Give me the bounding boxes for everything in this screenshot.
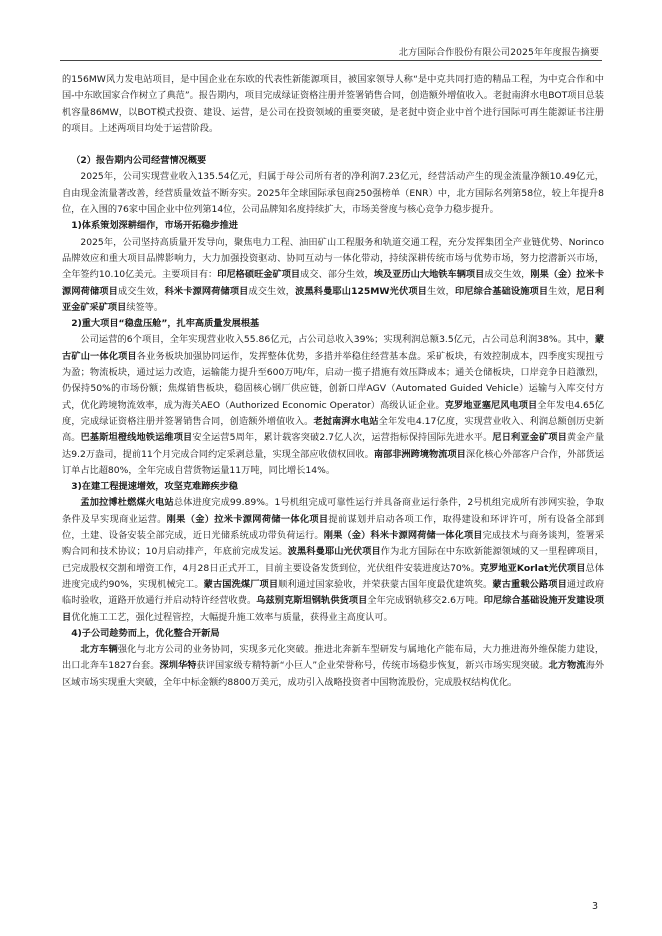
document-body	[62, 72, 604, 691]
subheading-subsidiaries: 4)子公司趁势而上，优化整合开新局	[71, 627, 220, 639]
section-gap	[62, 137, 604, 153]
paragraph-continued: 的156MW风力发电站项目，是中国企业在东欧的代表性新能源项目，被国家领导人称“是中克共同打造的精品工程，为中克合作和中国-中东欧国家合作树立了典范”。报告期内，项目完成绿证资格注册并签署销售合同，创造额外增值收入。老挝南湃水电BOT项目总装机容量86MW，以BOT模式投资、建设、运营，是公司在投资领域的重要突破，是老挝中资企业中首个进行国际可再生能源证书注册的项目。上述两项目均处于运营阶段。	[62, 74, 604, 134]
paragraph-construction: 孟加拉博杜燃煤火电站总体进度完成99.89%。1号机组完成可靠性运行并具备商业运行条件，2号机组完成所有涉网实验，争取条件及早实现商业运营。刚果（金）拉米卡源网荷储一体化项目提前谋划并启动各项工作，取得建设和环评许可，所有设备全部到位，土建、设备安装全部完成，近日光储系统成功带负荷运行。刚果（金）科米卡源网荷储一体化项目完成技术与商务谈判，签署采购合同和技术协议；10月启动排产，年底前完成发运。波黑科曼耶山光伏项目作为北方国际在中东欧新能源领域的又一里程碑项目，已完成股权交割和增资工作，4月28日正式开工，目前主要设备发货到位，光伏组件安装进度达70%。克罗地亚Korlat光伏项目总体进度完成约90%，实现机械完工。蒙古国洗煤厂项目顺利通过国家验收，并荣获蒙古国年度最优建筑奖。蒙古重载公路项目通过政府临时验收，道路开放通行并启动特许经营收费。乌兹别克斯坦钢轨供货项目全年完成钢轨移交2.6万吨。印尼综合基础设施开发建设项目优化施工工艺，强化过程管控，大幅提升施工效率与质量，获得业主高度认可。	[62, 497, 605, 623]
page-number: 3	[591, 901, 598, 912]
subheading-major-projects: 2)重大项目“稳盘压舱”，扎牢高质量发展根基	[71, 318, 260, 330]
paragraph-major-projects: 公司运营的6个项目，全年实现营业收入55.86亿元，占公司总收入39%；实现利润总额3.5亿元，占公司总利润38%。其中，蒙古矿山一体化项目各业务板块加强协同运作，发挥整体优势，多措并举稳住经营基本盘。采矿板块，有效控制成本，四季度实现扭亏为盈；物流板块，通过运力改造，运输能力提升至600万吨/年，启动一揽子措施有效压降成本；通关仓储板块，口岸竞争日趋激烈，仍保持50%的市场份额；焦煤销售板块，稳固核心钢厂供应链，创新口岸AGV（Automated Guided Vehicle）运输与入库交付方式，优化跨境物流效率，成为海关AEO（Authorized Economic Operator）高级认证企业。克罗地亚塞尼风电项目全年发电4.65亿度，完成绿证资格注册并签署销售合同，创造额外增值收入。老挝南湃水电站全年发电4.17亿度，实现营业收入、利润总额创历史新高。巴基斯坦橙线地铁运维项目安全运营5周年，累计载客突破2.7亿人次，运营指标保持国际先进水平。尼日利亚金矿项目黄金产量达9.2万盎司，提前11个月完成合同约定采剥总量，实现全部应收债权回收。南部非洲跨境物流项目深化核心外部客户合作，外部货运订单占比超80%，全年完成自营货物运量11万吨，同比增长14%。	[62, 334, 605, 476]
paragraph-subsidiaries: 北方车辆强化与北方公司的业务协同，实现多元化突破。推进北奔新车型研发与属地化产能布局，大力推进海外维保能力建设，出口北奔车1827台套。深圳华特获评国家级专精特新“小巨人”企业荣誉称号，传统市场稳步恢复，新兴市场实现突破。北方物流海外区域市场实现重大突破，全年中标金额约8800万美元，成功引入战略投资者中国物流股份，完成股权结构优化。	[62, 644, 605, 688]
paragraph-overview: 2025年，公司实现营业收入135.54亿元，归属于母公司所有者的净利润7.23亿元，经营活动产生的现金流量净额10.49亿元，自由现金流量著改善，经营质量效益不断夯实。2025年全球国际承包商250强榜单（ENR）中，北方国际名列第58位，较上年提升8位，在入围的76家中国企业中位列第14位，公司品牌知名度持续扩大，市场美誉度与核心竞争力稳步提升。	[62, 171, 604, 216]
section-heading-operations: （2）报告期内公司经营情况概要	[71, 155, 207, 167]
subheading-market: 1)体系策划深耕细作，市场开拓稳步推进	[71, 220, 238, 232]
page-header-title: 北方国际合作股份有限公司2025年年度报告摘要	[398, 47, 599, 58]
header-divider	[60, 60, 602, 61]
paragraph-market: 2025年，公司坚持高质量开发导向，聚焦电力工程、油田矿山工程服务和轨道交通工程，充分发挥集团全产业链优势、Norinco品牌效应和重大项目品牌影响力，大力加强投资驱动、协同互动与一体化带动，持续深耕传统市场与优势市场，努力挖潜新兴市场，全年签约10.10亿美元。主要项目有：印尼格硕旺金矿项目成交、部分生效，埃及亚历山大地铁车辆项目成交生效，刚果（金）拉米卡源网荷储项目成交生效，科米卡源网荷储项目成交生效，波黑科曼耶山125MW光伏项目生效，印尼综合基础设施项目生效，尼日利亚金矿采矿项目续签等。	[62, 236, 605, 313]
subheading-construction: 3)在建工程提速增效，攻坚克难蹄疾步稳	[71, 481, 238, 493]
